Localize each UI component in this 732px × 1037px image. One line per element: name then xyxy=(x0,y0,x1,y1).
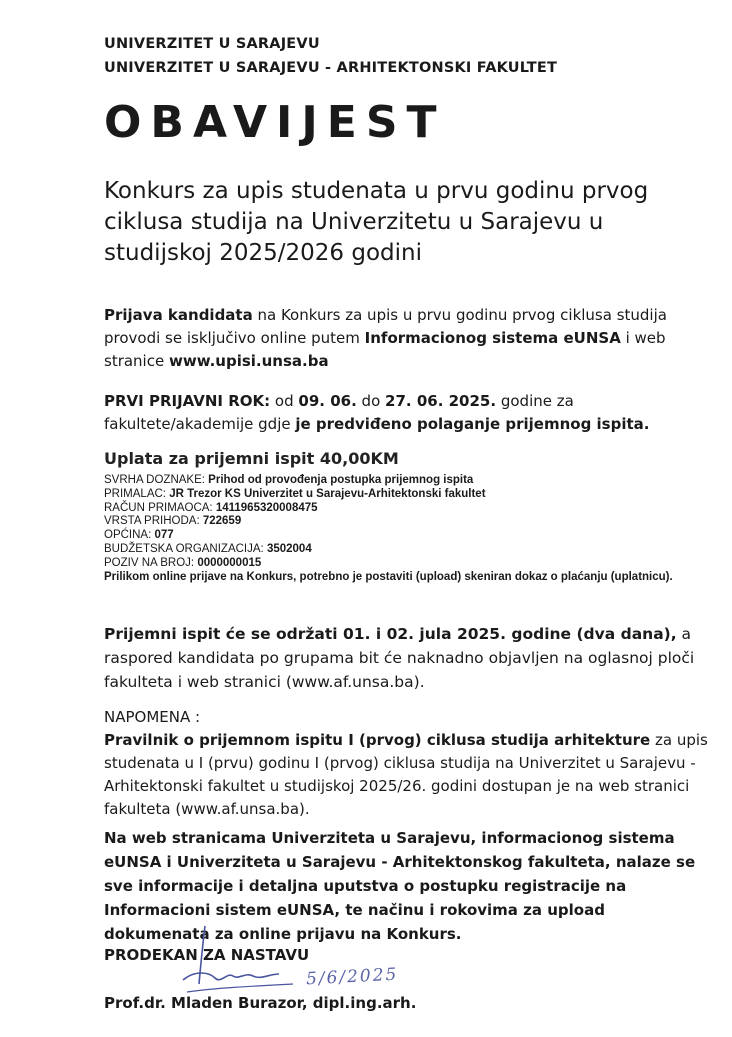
ispit-bold: Prijemni ispit će se održati 01. i 02. jula 2025. godine (dva dana), xyxy=(104,625,677,643)
payment-row xyxy=(104,474,708,488)
payment-value: JR Trezor KS Univerzitet u Sarajevu-Arhitektonski fakultet xyxy=(169,487,486,500)
payment-row xyxy=(104,543,708,557)
payment-value: Prihod od provođenja postupka prijemnog ispita xyxy=(208,474,474,486)
payment-label: SVRHA DOZNAKE: xyxy=(104,474,209,486)
payment-label: BUDŽETSKA ORGANIZACIJA: xyxy=(104,542,267,555)
payment-label: PRIMALAC: xyxy=(104,487,170,500)
payment-row xyxy=(104,515,708,529)
prijava-text-1: na Konkurs za upis u prvu godinu prvog ciklusa studija provodi se isključivo online putem xyxy=(104,306,667,347)
rok-end-date: 27. 06. 2025. xyxy=(385,392,497,410)
ispit-text: a raspored kandidata po grupama bit će naknadno objavljen na oglasnoj ploči fakulteta i web stranici (www.af.unsa.ba). xyxy=(104,625,695,691)
prijava-paragraph xyxy=(104,304,704,373)
prijava-text-2: i web stranice xyxy=(104,329,666,370)
signatory-role: PRODEKAN ZA NASTAVU xyxy=(104,946,310,964)
payment-value: 1411965320008475 xyxy=(215,501,318,514)
subheading: Konkurs za upis studenata u prvu godinu prvog ciklusa studija na Univerzitetu u Sarajevu u studijskoj 2025/2026 godini xyxy=(104,178,649,266)
payment-row xyxy=(104,557,708,571)
payment-label: VRSTA PRIHODA: xyxy=(104,515,203,528)
signatory-name: Prof.dr. Mladen Burazor, dipl.ing.arh. xyxy=(104,994,417,1012)
web-info-paragraph: Na web stranicama Univerziteta u Sarajevu, informacionog sistema eUNSA i Univerziteta u Sarajevu - Arhitektonskog fakulteta, nalaze se sve informacije i detaljna uputstva o postupku registracije na Informacioni sistem eUNSA, te načinu i rokovima za upload dokumenata za online prijavu na Konkurs. xyxy=(104,829,696,943)
payment-label: POZIV NA BROJ: xyxy=(104,556,198,569)
rok-text-1: od xyxy=(270,392,299,410)
ispit-paragraph xyxy=(104,622,708,694)
rok-bold-4: je predviđeno polaganje prijemnog ispita. xyxy=(295,415,650,433)
rok-text-3: godine za fakultete/akademije gdje xyxy=(104,392,574,433)
payment-details xyxy=(104,474,708,584)
pravilnik-text: za upis studenata u I (prvu) godinu I (prvog) ciklusa studija na Univerzitet u Sarajevu - Arhitektonski fakultet u studijskoj 2025/26. godini dostupan je na web stranici fakulteta (www.af.unsa.ba). xyxy=(104,731,708,818)
upload-note: Prilikom online prijave na Konkurs, potrebno je postaviti (upload) skeniran dokaz o plaćanju (uplatnicu). xyxy=(104,570,673,583)
prijava-bold-1: Prijava kandidata xyxy=(104,306,253,324)
rok-start-date: 09. 06. xyxy=(298,392,357,410)
rok-label: PRVI PRIJAVNI ROK: xyxy=(104,392,271,410)
prijava-bold-2: Informacionog sistema eUNSA xyxy=(364,329,621,347)
uplata-heading: Uplata za prijemni ispit 40,00KM xyxy=(104,449,399,468)
payment-row xyxy=(104,502,708,516)
payment-value: 077 xyxy=(154,529,174,542)
pravilnik-paragraph xyxy=(104,729,708,821)
payment-value: 0000000015 xyxy=(197,556,262,569)
university-name: UNIVERZITET U SARAJEVU xyxy=(104,36,320,52)
payment-value: 722659 xyxy=(202,515,242,528)
prijava-url: www.upisi.unsa.ba xyxy=(168,352,329,370)
handwritten-date: 5/6/2025 xyxy=(305,964,399,990)
payment-row xyxy=(104,488,708,502)
payment-label: OPĆINA: xyxy=(104,529,155,542)
payment-value: 3502004 xyxy=(266,542,312,555)
document-title: OBAVIJEST xyxy=(104,97,446,148)
rok-text-2: do xyxy=(356,392,386,410)
faculty-name: UNIVERZITET U SARAJEVU - ARHITEKTONSKI FAKULTET xyxy=(104,60,558,76)
rok-paragraph xyxy=(104,390,704,436)
napomena-label: NAPOMENA : xyxy=(104,708,201,726)
pravilnik-bold: Pravilnik o prijemnom ispitu I (prvog) ciklusa studija arhitekture xyxy=(104,731,651,749)
payment-label: RAČUN PRIMAOCA: xyxy=(104,501,216,514)
payment-row xyxy=(104,529,708,543)
